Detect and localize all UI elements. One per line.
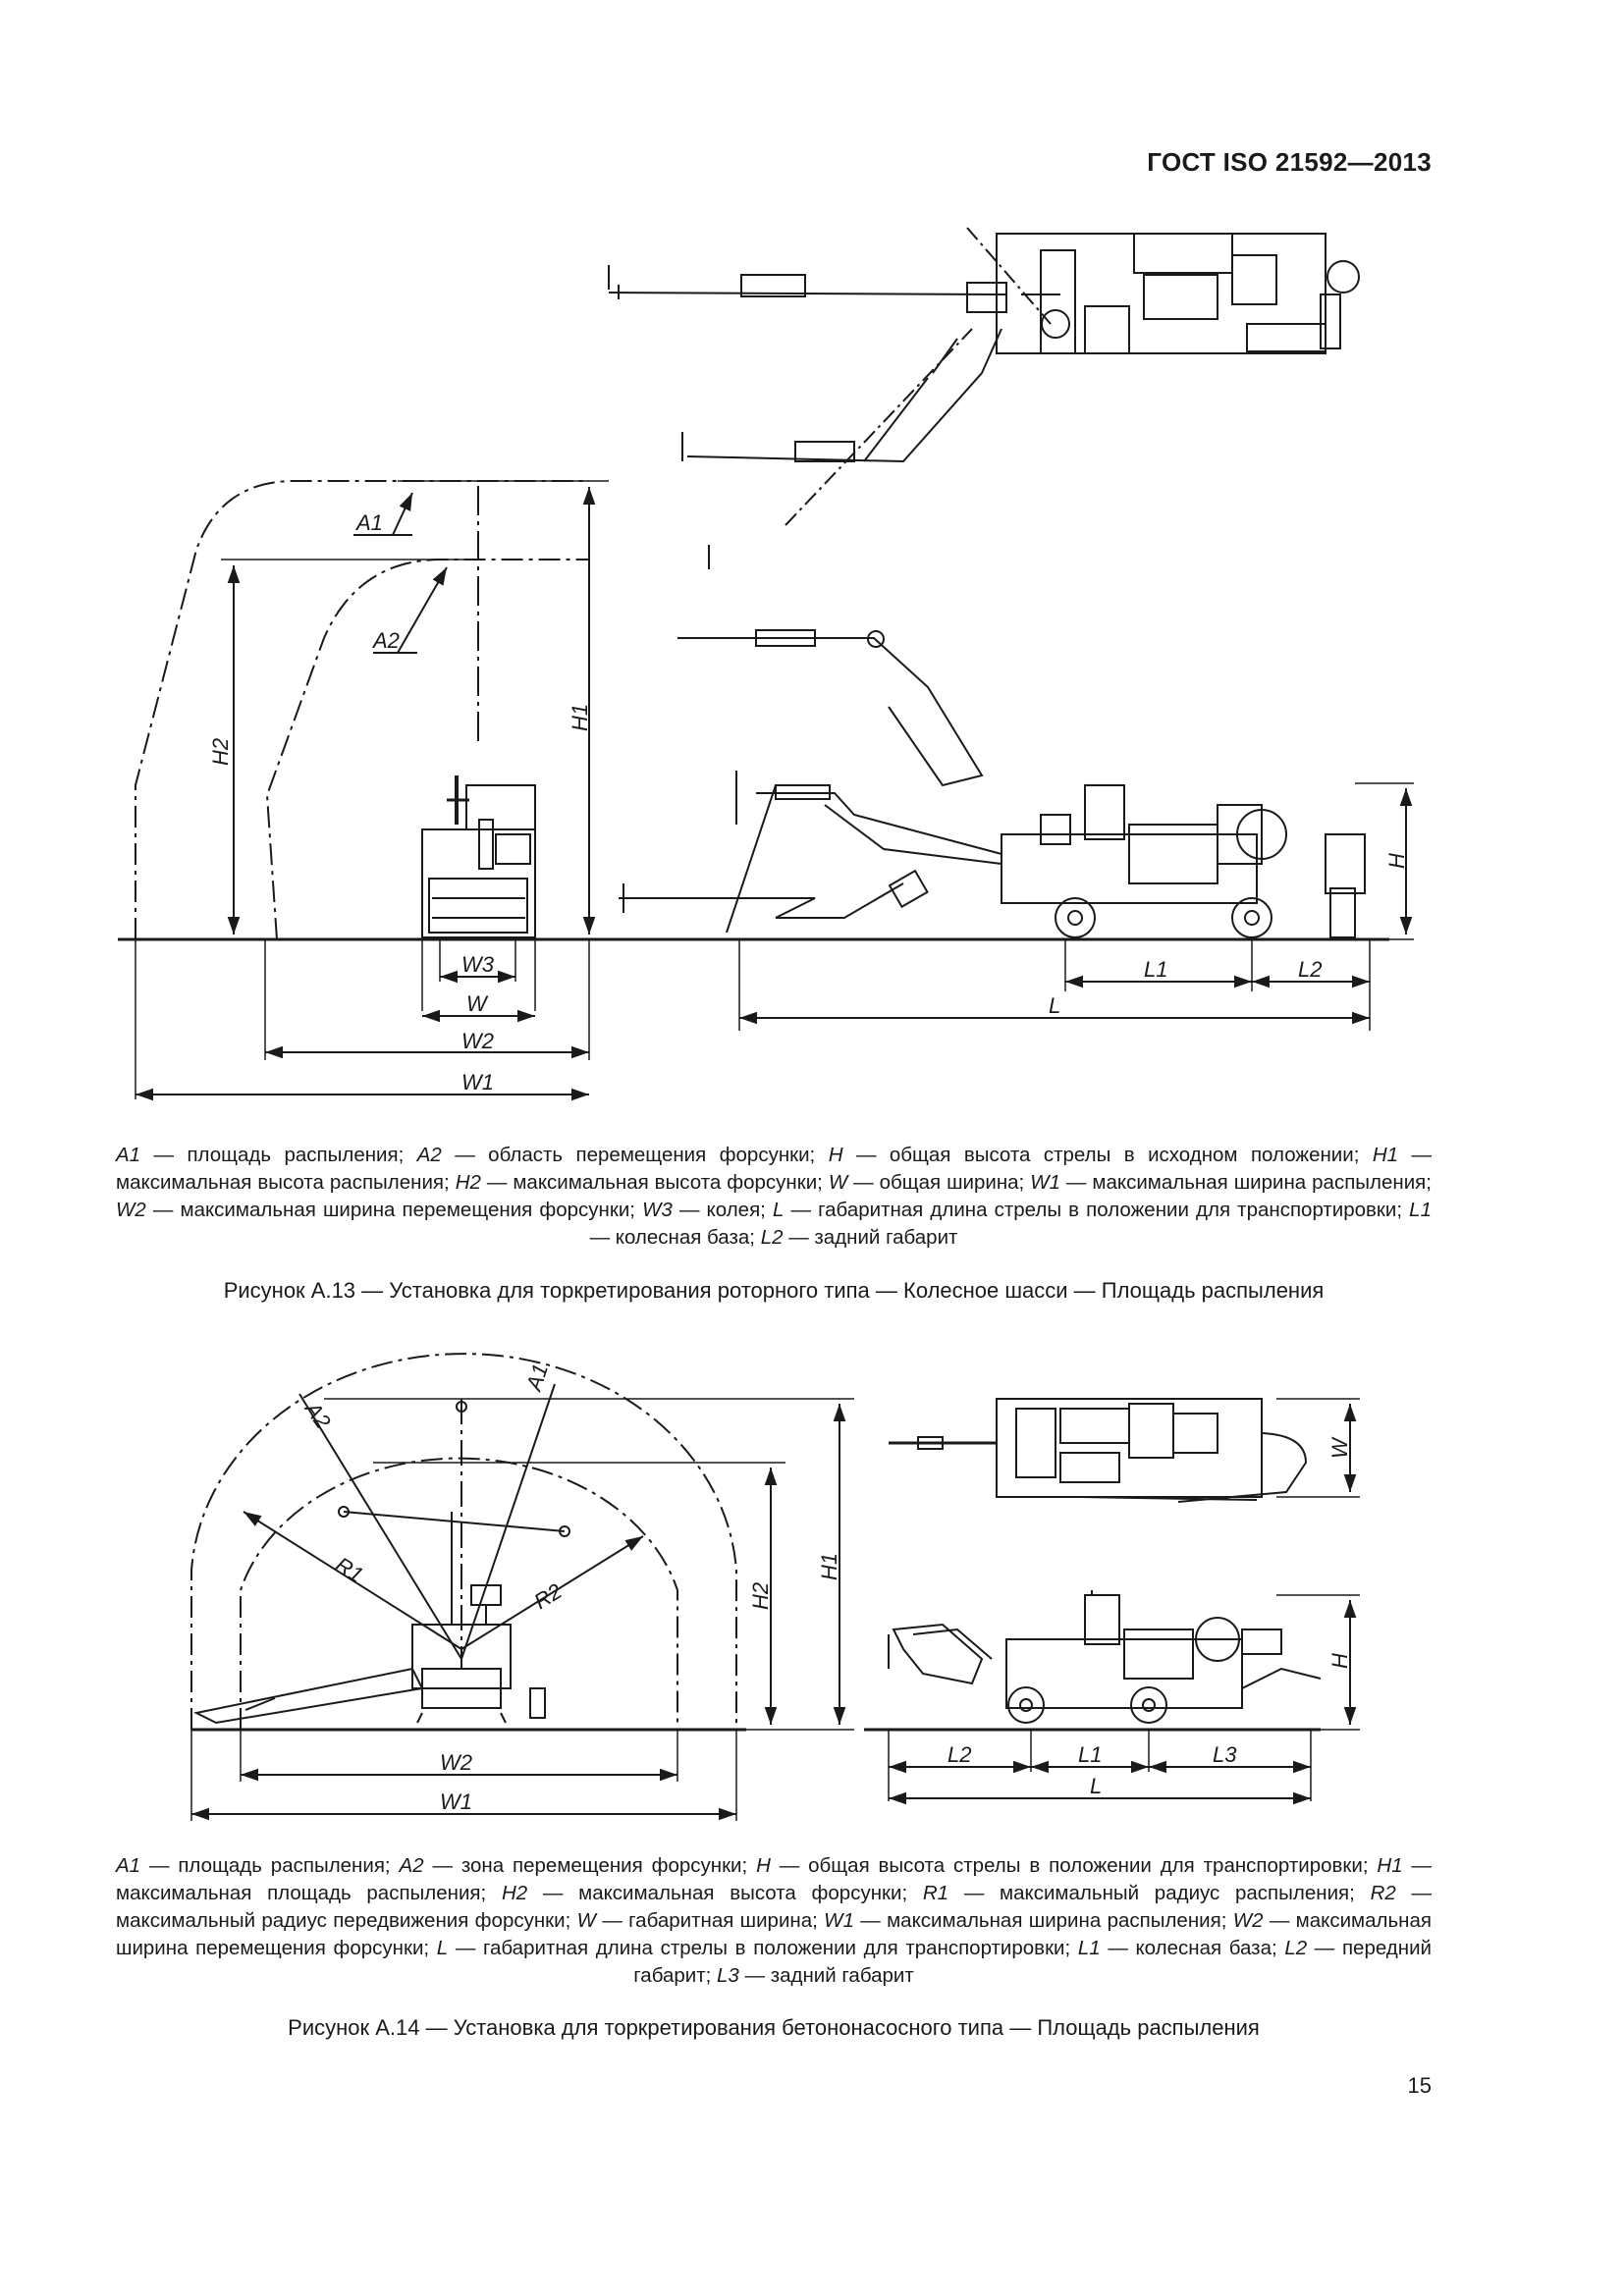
- label-w1: W1: [461, 1070, 494, 1095]
- side-view-machine: [1001, 785, 1365, 937]
- concrete-pump-side-view: [889, 1590, 1321, 1723]
- label-a1: A1: [356, 510, 383, 535]
- label-r1: R1: [331, 1552, 368, 1588]
- label-w3: W3: [461, 952, 494, 977]
- label-w-fig14: W: [1327, 1438, 1352, 1459]
- label-r2: R2: [529, 1578, 567, 1615]
- label-a1-fig14: A1: [520, 1361, 554, 1394]
- figure-a14-drawing: [0, 1345, 1624, 1826]
- label-h2: H2: [208, 737, 233, 766]
- label-h2-fig14: H2: [748, 1581, 773, 1610]
- label-h: H: [1384, 853, 1409, 869]
- page-number: 15: [1407, 2073, 1432, 2098]
- front-view-machine: [422, 775, 535, 937]
- label-l-fig14: L: [1090, 1774, 1103, 1798]
- label-a2: A2: [373, 628, 400, 653]
- label-a2-fig14: A2: [299, 1397, 336, 1433]
- label-l2-fig14: L2: [947, 1742, 972, 1767]
- plan-view-machine: [997, 234, 1359, 353]
- concrete-pump-plan-view: [889, 1399, 1306, 1502]
- side-view-booms: [619, 545, 1001, 933]
- label-l2: L2: [1298, 957, 1323, 982]
- label-w2: W2: [461, 1029, 494, 1053]
- figure-a14-caption: Рисунок А.14 — Установка для торкретирования бетононасосного типа — Площадь распыления: [288, 2015, 1260, 2040]
- label-h-fig14: H: [1327, 1653, 1352, 1669]
- figure-a13-legend: A1 — площадь распыления; A2 — область перемещения форсунки; H — общая высота стрелы в исходном положении; H1 — максимальная высота распыления; H2 — максимальная высота форсунки; W — общая ширина; W1 — максимальная ширина распыления; W2 — максимальная ширина перемещения форсунки; W3 — колея; L — габаритная длина стрелы в положении для транспортировки; L1 — колесная база; L2 — задний габарит: [116, 1144, 1432, 1249]
- concrete-pump-front-view: [196, 1507, 569, 1723]
- label-h1-fig14: H1: [817, 1552, 841, 1580]
- figure-a14-legend: A1 — площадь распыления; A2 — зона перемещения форсунки; H — общая высота стрелы в положении для транспортировки; H1 — максимальная площадь распыления; H2 — максимальная высота форсунки; R1 — максимальный радиус распыления; R2 — максимальный радиус передвижения форсунки; W — габаритная ширина; W1 — максимальная ширина распыления; W2 — максимальная ширина перемещения форсунки; L — габаритная длина стрелы в положении для транспортировки; L1 — колесная база; L2 — передний габарит; L3 — задний габарит: [116, 1854, 1433, 1987]
- boom-positions: [609, 228, 1051, 525]
- label-l1: L1: [1144, 957, 1168, 982]
- label-w2-fig14: W2: [440, 1750, 472, 1775]
- label-w1-fig14: W1: [440, 1789, 472, 1814]
- label-l: L: [1049, 993, 1061, 1018]
- figure-a13-caption: Рисунок А.13 — Установка для торкретирования роторного типа — Колесное шасси — Площадь распыления: [223, 1278, 1325, 1303]
- standard-designation: ГОСТ ISO 21592—2013: [1147, 147, 1432, 177]
- label-w: W: [466, 991, 487, 1016]
- label-l3-fig14: L3: [1213, 1742, 1237, 1767]
- label-h1: H1: [568, 703, 592, 731]
- figure-a13-drawing: [0, 216, 1624, 1119]
- label-l1-fig14: L1: [1078, 1742, 1103, 1767]
